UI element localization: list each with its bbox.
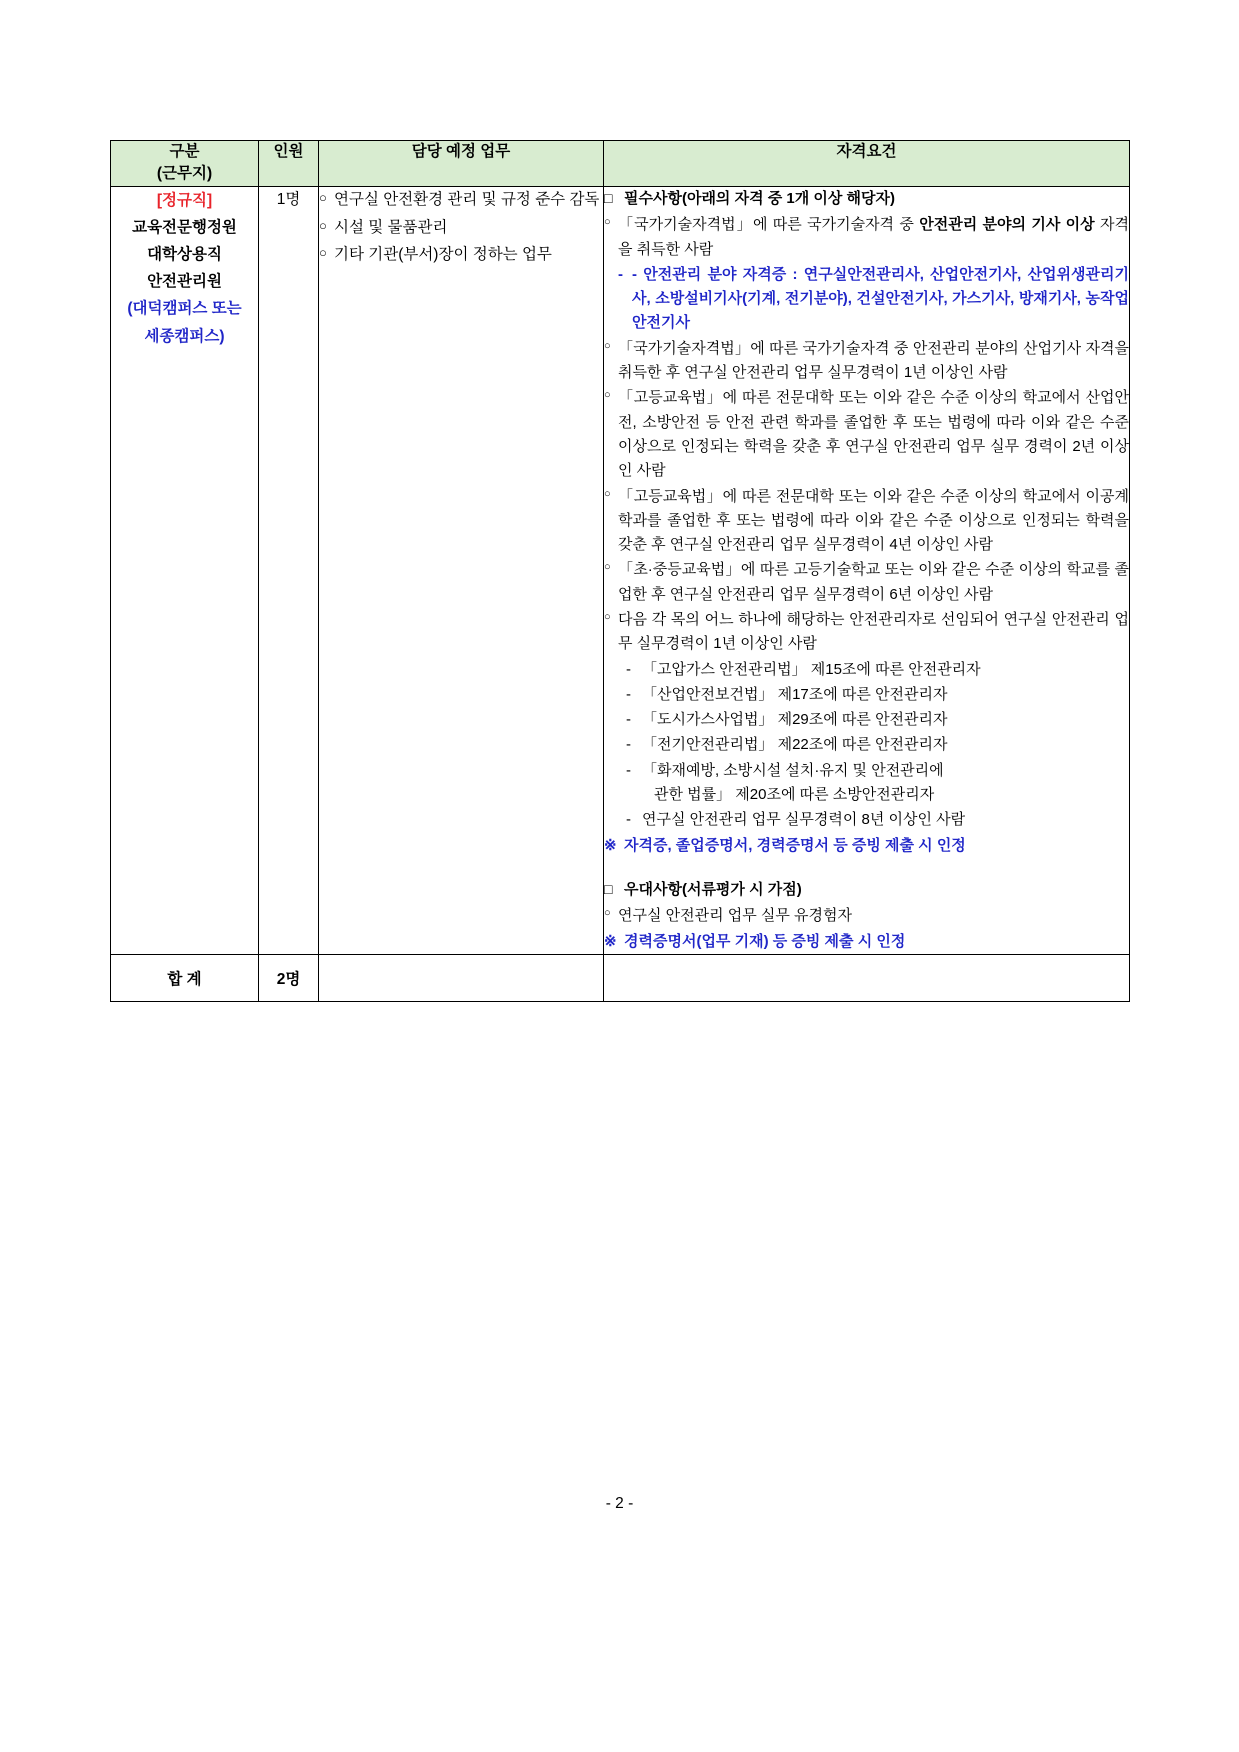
note-1-text: 자격증, 졸업증명서, 경력증명서 등 증빙 제출 시 인정 xyxy=(624,836,966,854)
list-item xyxy=(319,187,603,213)
job-duty-text: 연구실 안전환경 관리 및 규정 준수 감독 xyxy=(334,190,600,208)
position-location-line2: 세종캠퍼스) xyxy=(144,327,225,345)
circle-marker-icon: ○ xyxy=(604,389,611,402)
cell-job-duties xyxy=(319,186,604,954)
dash-marker-icon: - xyxy=(626,660,631,678)
header-qual: 자격요건 xyxy=(604,141,1130,187)
list-item xyxy=(319,242,603,268)
dash-marker-icon: - xyxy=(626,811,631,829)
qualification-item-6-sub xyxy=(604,759,1129,808)
qual1-cert-list: - 안전관리 분야 자격증 : 연구실안전관리사, 산업안전기사, 산업위생관리기사, 소방설비기사(기계, 전기분야), 건설안전기사, 가스기사, 방재기사, 농작업안전기사 xyxy=(632,265,1129,332)
list-item xyxy=(604,337,1129,386)
recruitment-table xyxy=(110,140,1130,1002)
list-item xyxy=(604,485,1129,558)
circle-marker-icon: ○ xyxy=(319,189,327,205)
preferred-qualifications-title xyxy=(604,878,1129,902)
position-line3: 안전관리원 xyxy=(147,273,222,291)
qual6-sub-5-line2: 관한 법률」 제20조에 따른 소방안전관리자 xyxy=(654,786,935,804)
job-duty-text: 시설 및 물품관리 xyxy=(334,218,448,236)
header-gubun xyxy=(111,141,259,187)
header-gubun-line1: 구분 xyxy=(169,143,200,160)
cell-position-type xyxy=(111,186,259,954)
header-job: 담당 예정 업무 xyxy=(319,141,604,187)
qual6-sub-5-line1: 「화재예방, 소방시설 설치·유지 및 안전관리에 xyxy=(642,761,944,779)
dash-marker-icon: - xyxy=(626,761,631,779)
qual6-sub-6: 연구실 안전관리 업무 실무경력이 8년 이상인 사람 xyxy=(642,811,966,829)
position-location-line1: (대덕캠퍼스 또는 xyxy=(127,300,242,318)
qualification-item-6-sub xyxy=(604,658,1129,682)
circle-marker-icon: ○ xyxy=(604,216,611,229)
table-header-row xyxy=(111,141,1130,187)
cell-headcount xyxy=(259,186,319,954)
list-item xyxy=(604,386,1129,483)
table-row xyxy=(111,186,1130,954)
total-blank-qual xyxy=(604,954,1130,1001)
qualification-item-6-sub xyxy=(604,808,1129,832)
headcount-value: 1명 xyxy=(276,190,301,208)
reference-marker-icon: ※ xyxy=(604,836,617,854)
qual6-sub-4: 「전기안전관리법」 제22조에 따른 안전관리자 xyxy=(642,736,948,754)
square-marker-icon: □ xyxy=(604,189,613,206)
qualification-item-6-sub xyxy=(604,683,1129,707)
dash-marker-icon: - xyxy=(618,265,623,283)
qual6-sub-5 xyxy=(642,759,1129,808)
note-2-text: 경력증명서(업무 기재) 등 증빙 제출 시 인정 xyxy=(624,932,906,950)
qual1-part-a: 「국가기술자격법」에 따른 국가기술자격 중 xyxy=(618,216,920,234)
list-item xyxy=(604,608,1129,657)
qualification-item-6: 다음 각 목의 어느 하나에 해당하는 안전관리자로 선임되어 연구실 안전관리 업무 실무경력이 1년 이상인 사람 xyxy=(618,610,1129,653)
qualification-item-1-sub xyxy=(604,263,1129,336)
table-total-row xyxy=(111,954,1130,1001)
total-label: 합 계 xyxy=(111,954,259,1001)
qualification-item-5: 「초·중등교육법」에 따른 고등기술학교 또는 이와 같은 수준 이상의 학교를 졸업한 후 연구실 안전관리 업무 실무경력이 6년 이상인 사람 xyxy=(618,561,1129,603)
job-duty-text: 기타 기관(부서)장이 정하는 업무 xyxy=(334,246,552,264)
required-qualifications-block xyxy=(604,187,1129,858)
qual1-part-b: 안전관리 분야의 기사 이상 xyxy=(919,216,1095,234)
dash-marker-icon: - xyxy=(626,711,631,729)
qualification-item-1 xyxy=(618,213,1129,262)
circle-marker-icon: ○ xyxy=(604,339,611,352)
required-qualifications-title xyxy=(604,187,1129,211)
qualification-item-4: 「고등교육법」에 따른 전문대학 또는 이와 같은 수준 이상의 학교에서 이공계학과를 졸업한 후 또는 법령에 따라 이와 같은 수준 이상으로 인정되는 학력을 갖춘 후 연구실 안전관리 업무 실무경력이 4년 이상인 사람 xyxy=(618,487,1129,554)
position-line1: 교육전문행정원 xyxy=(132,219,237,237)
qualification-item-2: 「국가기술자격법」에 따른 국가기술자격 중 안전관리 분야의 산업기사 자격을 취득한 후 연구실 안전관리 업무 실무경력이 1년 이상인 사람 xyxy=(618,339,1129,382)
total-value: 2명 xyxy=(259,954,319,1001)
reference-marker-icon: ※ xyxy=(604,932,617,950)
preferred-title-text: 우대사항(서류평가 시 가점) xyxy=(624,880,802,898)
square-marker-icon: □ xyxy=(604,880,613,897)
qualification-note-2 xyxy=(604,930,1129,954)
position-tag: [정규직] xyxy=(156,191,213,209)
dash-marker-icon: - xyxy=(626,736,631,754)
preferred-qualifications-block xyxy=(604,878,1129,954)
header-inwon: 인원 xyxy=(259,141,319,187)
qual6-sub-3: 「도시가스사업법」 제29조에 따른 안전관리자 xyxy=(642,711,948,729)
total-blank-job xyxy=(319,954,604,1001)
section-spacer xyxy=(604,858,1129,878)
qual6-sub-1: 「고압가스 안전관리법」 제15조에 따른 안전관리자 xyxy=(642,660,981,678)
list-item xyxy=(319,215,603,241)
qualification-item-6-sub xyxy=(604,708,1129,732)
qualification-note-1 xyxy=(604,834,1129,858)
circle-marker-icon: ○ xyxy=(319,217,327,233)
circle-marker-icon: ○ xyxy=(604,610,611,623)
page-number: - 2 - xyxy=(605,1495,634,1512)
required-title-text: 필수사항(아래의 자격 중 1개 이상 해당자) xyxy=(624,189,896,207)
list-item xyxy=(604,558,1129,607)
header-gubun-line2: (근무지) xyxy=(156,165,213,183)
cell-qualifications xyxy=(604,186,1130,954)
position-line2: 대학상용직 xyxy=(147,246,222,264)
circle-marker-icon: ○ xyxy=(604,487,611,500)
qual1-part-c: 자격을 취득한 사람 xyxy=(618,216,1129,258)
circle-marker-icon: ○ xyxy=(604,561,611,574)
circle-marker-icon: ○ xyxy=(604,907,611,920)
preferred-item-text: 연구실 안전관리 업무 실무 유경험자 xyxy=(618,907,853,925)
list-item xyxy=(604,904,1129,928)
qualification-item-3: 「고등교육법」에 따른 전문대학 또는 이와 같은 수준 이상의 학교에서 산업안전, 소방안전 등 안전 관련 학과를 졸업한 후 또는 법령에 따라 이와 같은 수준 이상으로 인정되는 학력을 갖춘 후 연구실 안전관리 업무 실무 경력이 2년 이상인 사람 xyxy=(618,389,1129,480)
circle-marker-icon: ○ xyxy=(319,245,327,261)
list-item xyxy=(604,213,1129,262)
qualification-item-6-sub xyxy=(604,733,1129,757)
dash-marker-icon: - xyxy=(626,685,631,703)
qual6-sub-2: 「산업안전보건법」 제17조에 따른 안전관리자 xyxy=(642,685,948,703)
